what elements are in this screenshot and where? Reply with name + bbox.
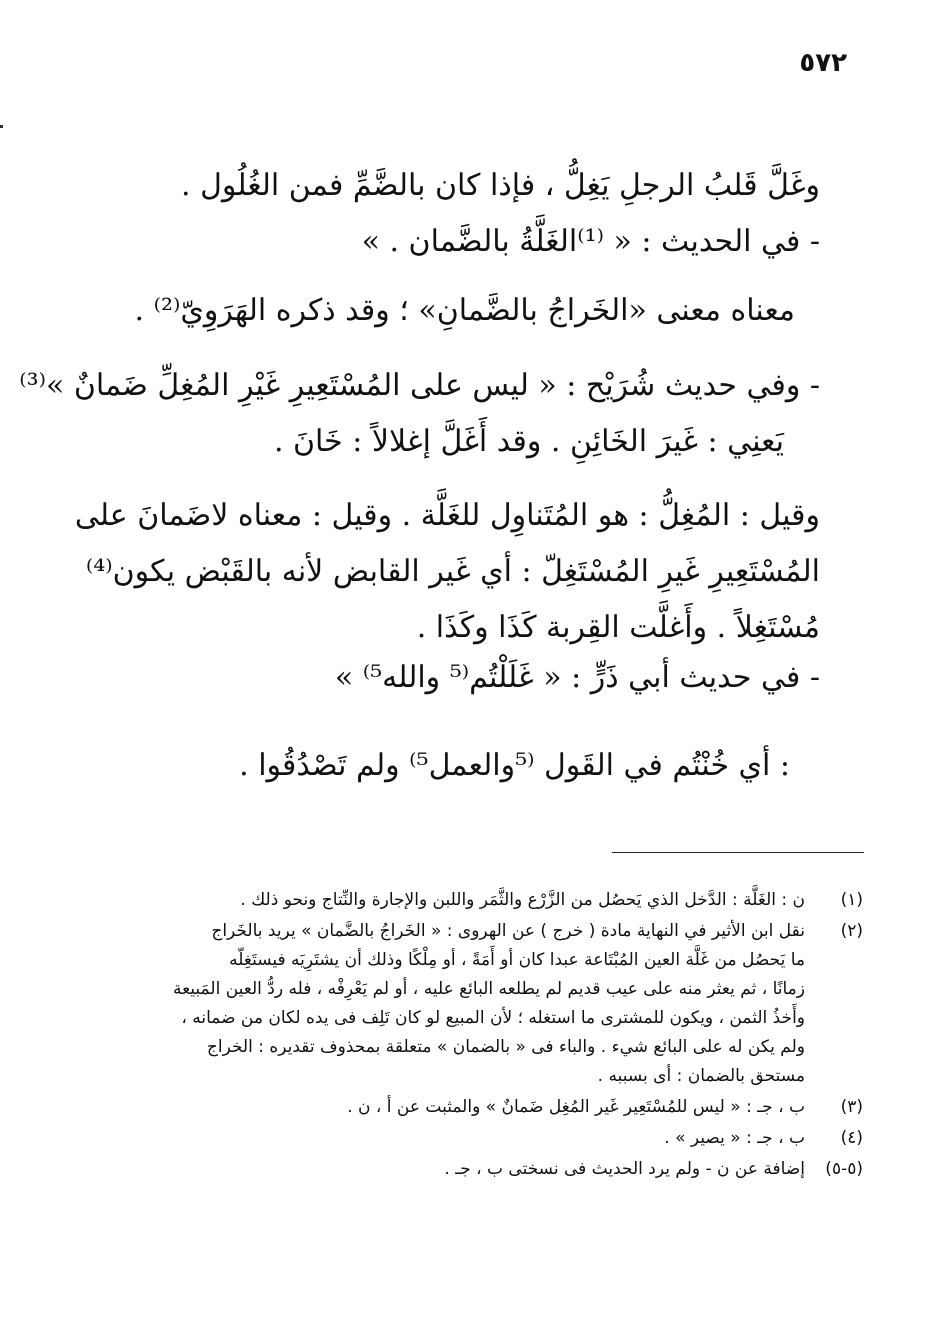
text-line: المُسْتَعِيرِ غَيرِ المُسْتَغِلّ : أي غَير القابض لأنه بالقَبْض يكون⁽⁴⁾ <box>85 554 820 589</box>
footnote-number: (٤) <box>840 1128 863 1148</box>
text-line: وقيل : المُغِلُّ : هو المُتَناوِل للغَلَّة . وقيل : معناه لاضَمانَ على <box>74 498 820 533</box>
footnote-line: زمانًا ، ثم يعثر منه على عيب قديم لم يطلعه البائع عليه ، أو لم يَعْرِفْه ، فله ردُّ العين المَبيعة <box>172 979 805 999</box>
footnote-line: وأَخذُ الثمن ، ويكون للمشترى ما استغله ؛ لأن المبيع لو كان تَلِف فى يده لكان من ضمانه ، <box>181 1008 805 1028</box>
page-number: ٥٧٢ <box>799 48 847 78</box>
footnote-number: (٢) <box>840 921 863 941</box>
text-line: معناه معنى «الخَراجُ بالضَّمانِ» ؛ وقد ذكره الهَرَوِيّ⁽²⁾ . <box>134 293 795 328</box>
footnote-5-5 <box>63 1155 863 1184</box>
footnote-2 <box>63 917 863 1091</box>
footnote-number: (٥-٥) <box>825 1159 863 1179</box>
footnote-line: ولم يكن له على البائع شيء . والباء فى « بالضمان » متعلقة بمحذوف تقديره : الخراج <box>206 1037 805 1057</box>
paragraph-abu-dharr-hadith <box>60 650 820 706</box>
text-line: : أي خُنْتُم في القَول ⁽⁵والعمل⁵⁾ ولم تَصْدُقُوا . <box>239 748 790 783</box>
footnotes <box>63 886 863 1186</box>
paragraph-khuntum <box>30 738 790 794</box>
text-line: يَعنِي : غَيرَ الخَائِنِ . وقد أَغَلَّ إغلالاً : خَانَ . <box>273 424 784 459</box>
footnote-line: ب ، جـ : « يصير » . <box>664 1128 805 1148</box>
scan-edge-mark <box>0 125 3 128</box>
footnote-line: ما يَحصُل من غَلَّة العين المُبْتَاعة عبدا كان أو أَمَةً ، أو مِلْكًا وذلك أن يشتَرِيَه فيستَغِلّه <box>229 950 805 970</box>
paragraph-mughill-definition <box>60 488 820 656</box>
paragraph-ghal-qalb <box>60 158 820 270</box>
footnote-line: إضافة عن ن - ولم يرد الحديث فى نسختى ب ، جـ . <box>444 1159 805 1179</box>
footnote-separator <box>612 852 864 853</box>
footnote-line: نقل ابن الأثير في النهاية مادة ( خرج ) عن الهروى : « الخَراجُ بالضَّمان » يريد بالخَراج <box>211 921 805 941</box>
footnote-4 <box>63 1124 863 1153</box>
text-line: - وفي حديث شُرَيْح : « ليس على المُسْتَعِيرِ غَيْرِ المُغِلِّ ضَمانٌ »⁽³⁾ <box>19 368 820 403</box>
footnote-line: مستحق بالضمان : أى بسببه . <box>597 1066 805 1086</box>
text-line: مُسْتَغِلاً . وأَغلَّت القِربة كَذَا وكَذَا . <box>416 610 820 645</box>
paragraph-meaning <box>35 283 795 339</box>
paragraph-shurayh-hadith <box>19 358 820 470</box>
footnote-line: ب ، جـ : « ليس للمُسْتَعِير غَير المُغِل ضَمانٌ » والمثبت عن أ ، ن . <box>347 1097 805 1117</box>
footnote-3 <box>63 1093 863 1122</box>
footnote-number: (٣) <box>840 1097 863 1117</box>
footnote-line: ن : الغَلَّة : الدَّخل الذي يَحصُل من الزَّرْع والثَّمَر واللبن والإجارة والنِّتاج ونحو ذلك . <box>240 890 805 910</box>
text-line: - في الحديث : « ⁽¹⁾الغَلَّةُ بالضَّمان . » <box>361 224 820 259</box>
text-line: وغَلَّ قَلبُ الرجلِ يَغِلُّ ، فإذا كان بالضَّمِّ فمن الغُلُول . <box>181 168 820 203</box>
footnote-1 <box>63 886 863 915</box>
footnote-number: (١) <box>840 890 863 910</box>
text-line: - في حديث أبي ذَرٍّ : « غَلَلْتُم⁽⁵ والله⁵⁾ » <box>334 660 820 695</box>
